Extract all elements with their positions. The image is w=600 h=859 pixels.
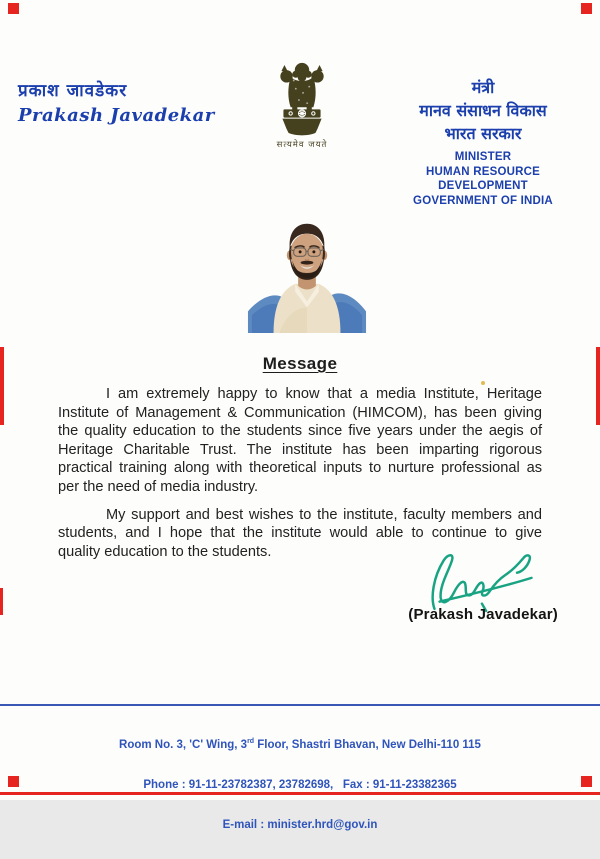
government-hindi: भारत सरकार xyxy=(444,124,522,143)
message-paragraph-1: I am extremely happy to know that a media Institute, Heritage Institute of Management & Communication (HIMCOM), has been giving the quality education to the students since five years under the aegis of Heritage Charitable Trust. The institute has been imparting rigorous practical training along with theoretical inputs to nurture professional as per the need of media industry. xyxy=(58,386,542,495)
footer-phone-fax: Phone : 91-11-23782387, 23782698, Fax : 91-11-23382365 xyxy=(143,778,457,791)
minister-name-hindi: प्रकाश जावडेकर xyxy=(18,81,128,101)
minister-title-english: MINISTER xyxy=(454,151,512,163)
footer-email: E-mail : minister.hrd@gov.in xyxy=(222,819,378,832)
message-body xyxy=(58,385,542,561)
header-left xyxy=(18,78,215,126)
national-emblem-icon xyxy=(269,60,335,138)
signature-icon xyxy=(427,550,541,614)
message-heading: Message xyxy=(262,354,338,373)
government-english: GOVERNMENT OF INDIA xyxy=(413,194,553,207)
minister-name-signature-style: Prakash Javadekar xyxy=(18,105,215,126)
corner-mark-top-right xyxy=(581,3,592,14)
minister-photo xyxy=(246,212,368,334)
minister-title-hindi: मंत्री xyxy=(471,78,495,97)
footer-address: Room No. 3, 'C' Wing, 3rd Floor, Shastri Bhavan, New Delhi-110 115 xyxy=(119,737,481,751)
footer xyxy=(0,708,600,859)
emblem-motto: सत्यमेव जयते xyxy=(276,140,328,150)
national-emblem xyxy=(258,60,346,150)
message-paragraph-2: My support and best wishes to the institute, faculty members and students, and I hope that the institute would able to continue to give quality education to the students. xyxy=(58,506,542,560)
header-right xyxy=(383,76,583,208)
ministry-name-english: HUMAN RESOURCE DEVELOPMENT xyxy=(426,165,540,192)
edge-mark-left-lower xyxy=(0,588,3,615)
ministry-name-hindi: मानव संसाधन विकास xyxy=(419,101,547,120)
signatory-name: (Prakash Javadekar) xyxy=(408,606,558,623)
footer-divider xyxy=(0,704,600,706)
corner-mark-top-left xyxy=(8,3,19,14)
